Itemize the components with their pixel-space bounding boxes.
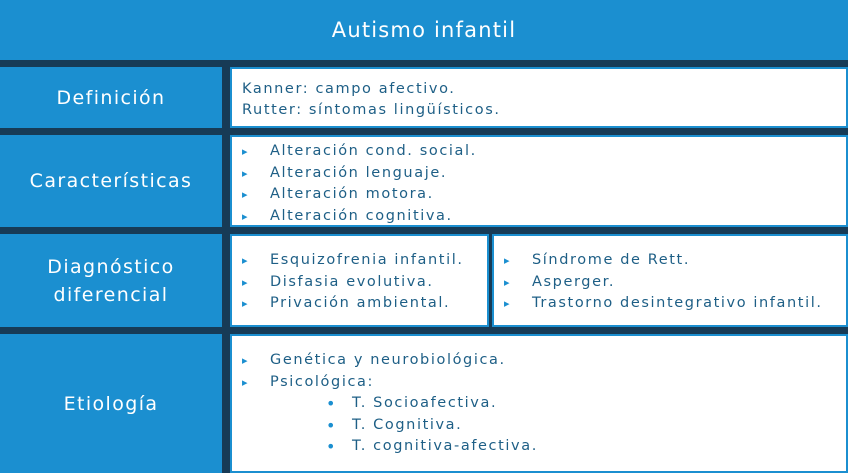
sub-list-item: • T. Socioafectiva. (242, 393, 846, 415)
definicion-line: Rutter: síntomas lingüísticos. (242, 102, 501, 118)
list-item: ▸ Esquizofrenia infantil. (242, 250, 487, 272)
diagnostico-left-box (230, 234, 489, 327)
list-item: ▸ Asperger. (504, 272, 846, 294)
row-label-caracteristicas: Características (0, 135, 222, 227)
sub-list-item: • T. Cognitiva. (242, 415, 846, 437)
list-item: ▸ Privación ambiental. (242, 293, 487, 315)
row-label-diagnostico (0, 234, 222, 327)
list-item: ▸ Psicológica: (242, 372, 846, 394)
definicion-line: Kanner: campo afectivo. (242, 81, 456, 97)
row-label-etiologia: Etiología (0, 334, 222, 473)
row-label-definicion: Definición (0, 67, 222, 128)
sub-list-item: • T. cognitiva-afectiva. (242, 436, 846, 458)
diagnostico-right-box (492, 234, 848, 327)
list-item: ▸ Síndrome de Rett. (504, 250, 846, 272)
row-label-diagnostico-line1: Diagnóstico (47, 255, 175, 278)
definicion-box (230, 67, 848, 128)
list-item: ▸ Trastorno desintegrativo infantil. (504, 293, 846, 315)
etiologia-list (242, 350, 846, 458)
list-item: ▸ Alteración lenguaje. (242, 163, 846, 185)
diagnostico-left-list (242, 250, 487, 315)
row-label-diagnostico-line2: diferencial (53, 283, 169, 306)
diagnostico-right-list (504, 250, 846, 315)
list-item: ▸ Alteración motora. (242, 184, 846, 206)
list-item: ▸ Alteración cond. social. (242, 141, 846, 163)
etiologia-box (230, 334, 848, 473)
diagram-title: Autismo infantil (331, 18, 517, 42)
list-item: ▸ Genética y neurobiológica. (242, 350, 846, 372)
caracteristicas-box (230, 135, 848, 227)
caracteristicas-list (242, 141, 846, 227)
list-item: ▸ Alteración cognitiva. (242, 206, 846, 228)
list-item: ▸ Disfasia evolutiva. (242, 272, 487, 294)
